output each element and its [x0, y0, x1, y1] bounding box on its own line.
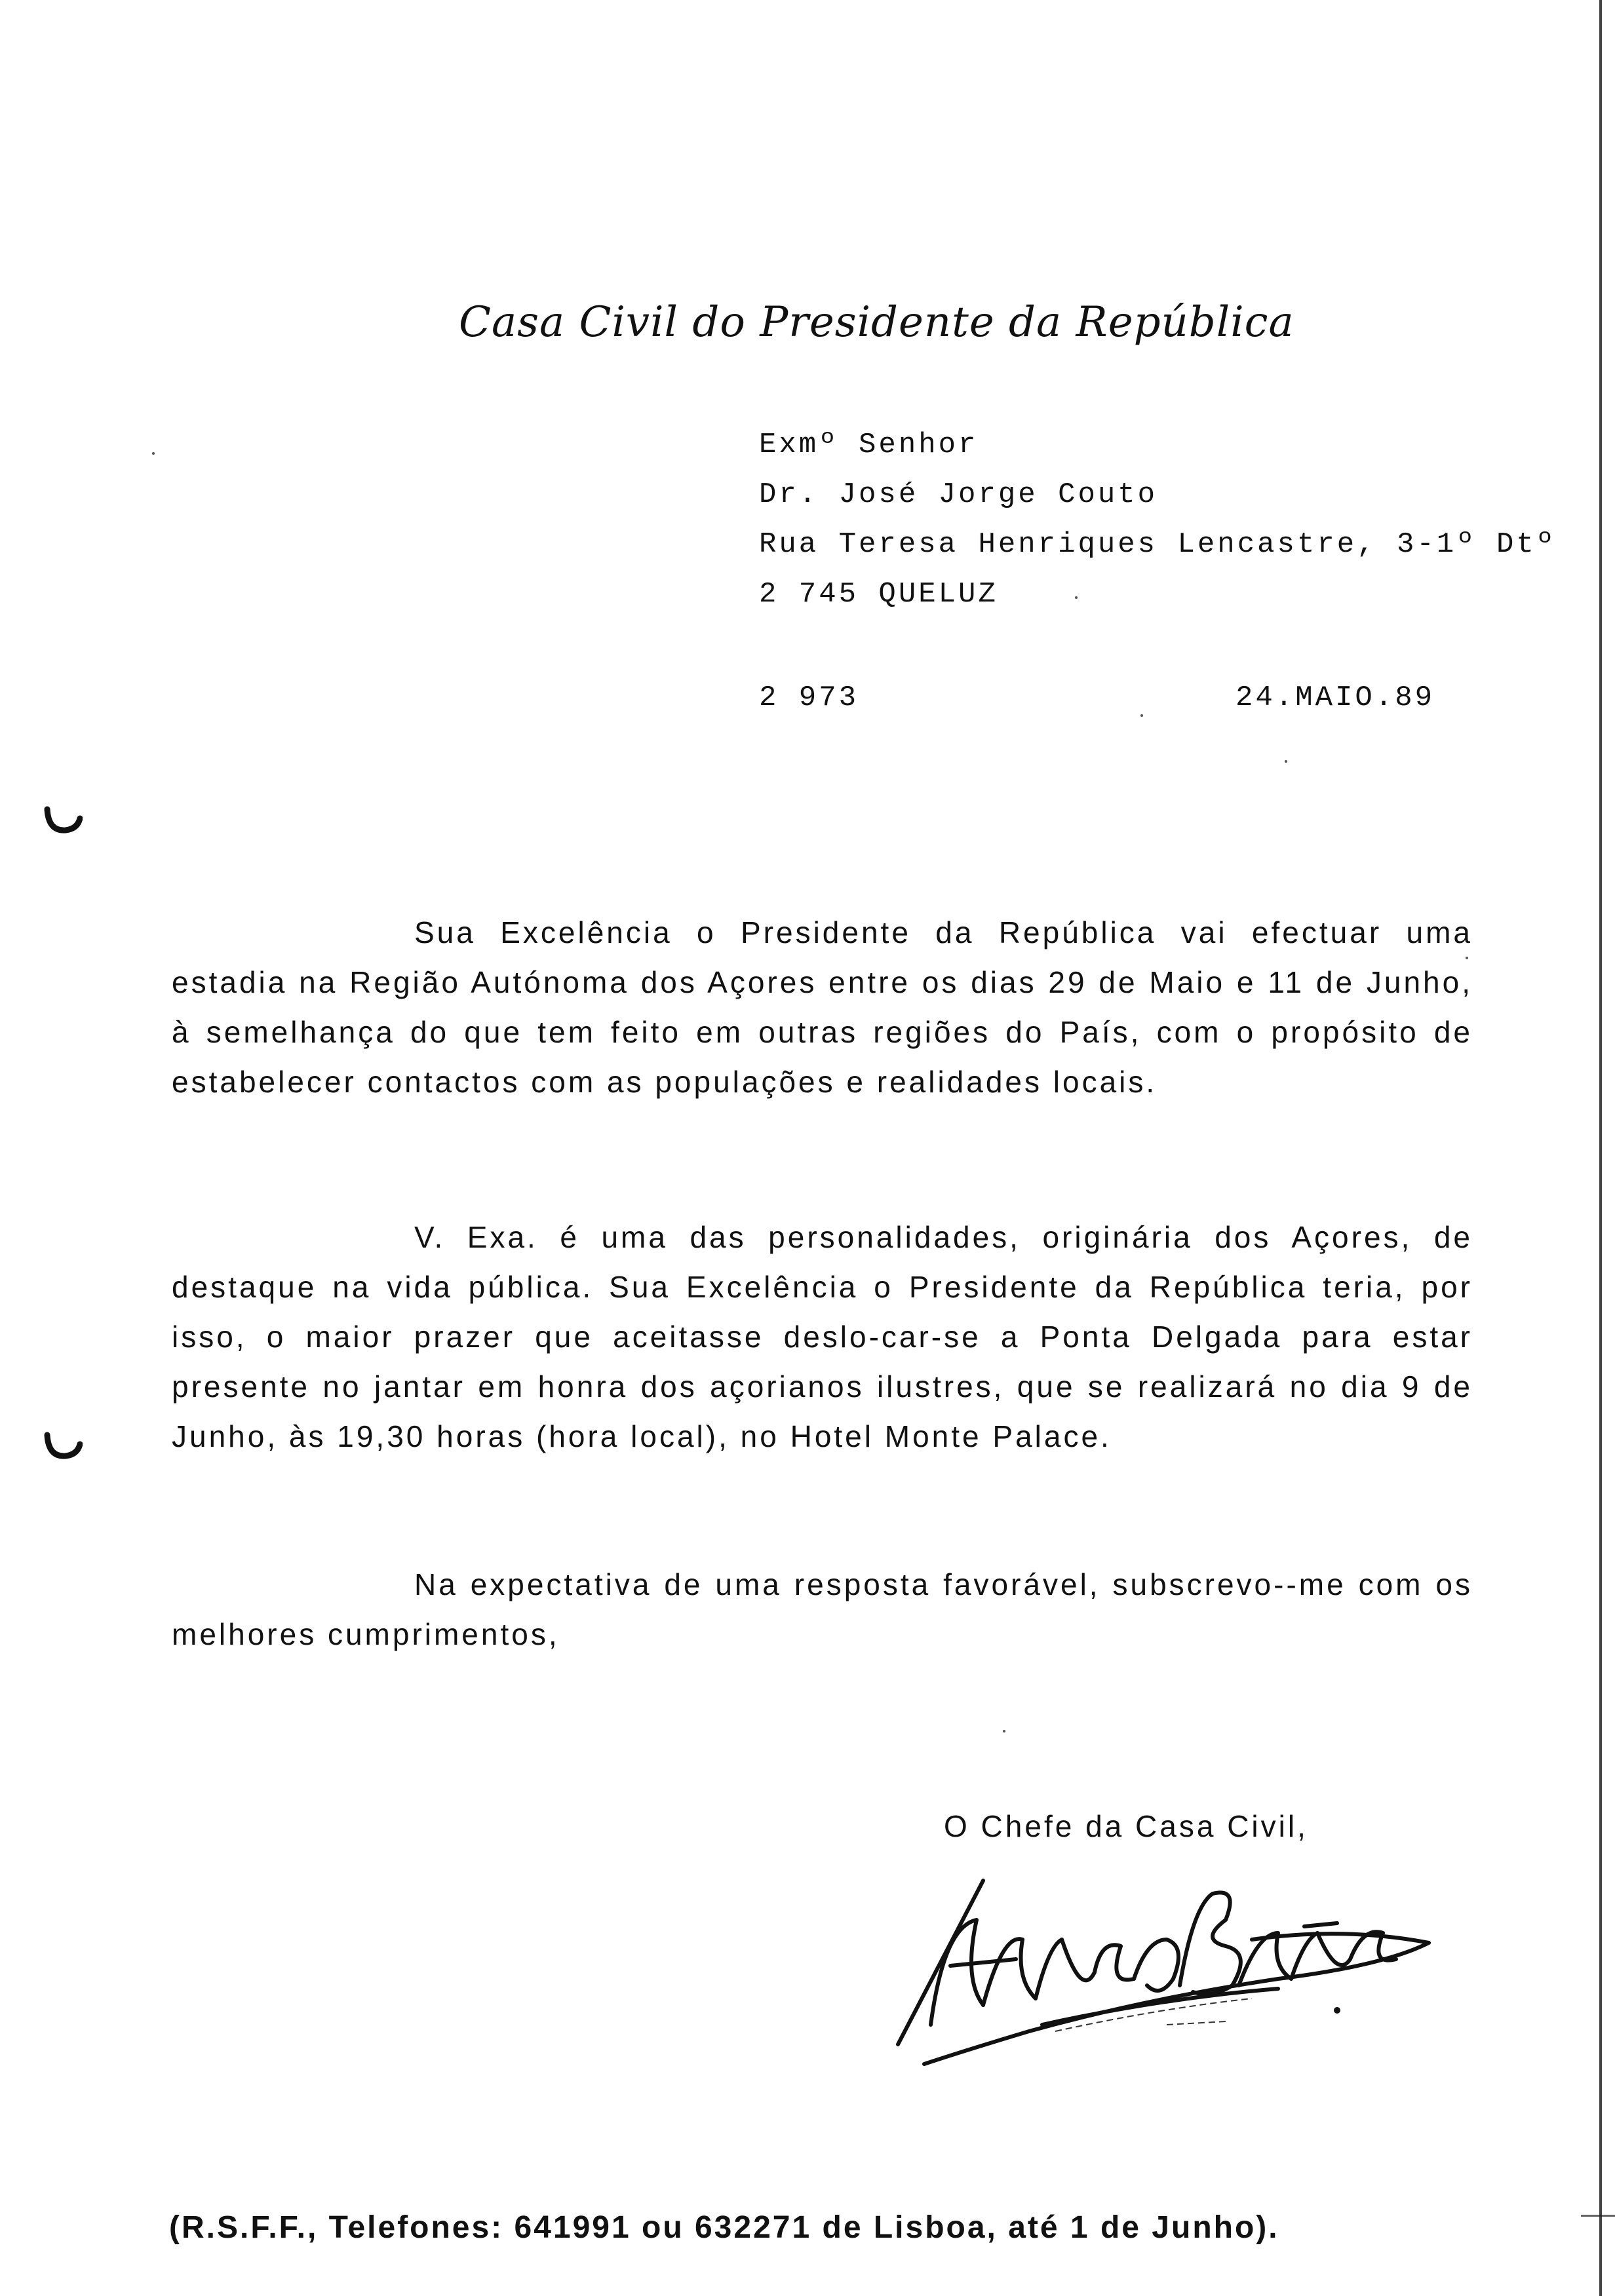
- closing-line: O Chefe da Casa Civil,: [944, 1809, 1308, 1843]
- punch-hole-icon: [43, 1428, 83, 1461]
- recipient-city: 2 745 QUELUZ: [759, 578, 998, 611]
- footer-note: (R.S.F.F., Telefones: 641991 ou 632271 de Lisboa, até 1 de Junho).: [169, 2210, 1279, 2245]
- scan-edge-line: [1599, 0, 1602, 2296]
- handwritten-signature: [885, 1867, 1449, 2077]
- letterhead: Casa Civil do Presidente da República: [459, 298, 1294, 347]
- scan-speck: [1285, 760, 1287, 763]
- scan-speck: [1075, 596, 1078, 599]
- letter-body: [172, 908, 1473, 1107]
- letter-date: 24.MAIO.89: [1236, 681, 1435, 714]
- punch-hole-icon: [43, 803, 83, 835]
- paragraph-2: V. Exa. é uma das personalidades, originária dos Açores, de destaque na vida pública. Sua Excelência o Presidente da República teria, por isso, o maior prazer que aceitasse deslo-car-se a Ponta Delgada para estar presente no jantar em honra dos açorianos ilustres, que se realizará no dia 9 de Junho, às 19,30 horas (hora local), no Hotel Monte Palace.: [172, 1220, 1473, 1453]
- scan-speck: [1140, 714, 1143, 717]
- scan-speck: [1003, 1730, 1005, 1732]
- letter-body: [172, 1559, 1473, 1659]
- letter-body: [172, 1212, 1473, 1461]
- scan-edge-mark: [1581, 2215, 1615, 2217]
- recipient-name: Dr. José Jorge Couto: [759, 478, 1158, 511]
- recipient-salutation: Exmº Senhor: [759, 429, 979, 461]
- paragraph-1: Sua Excelência o Presidente da República vai efectuar uma estadia na Região Autónoma dos Açores entre os dias 29 de Maio e 11 de Junho, à semelhança do que tem feito em outras regiões do País, com o propósito de estabelecer contactos com as populações e realidades locais.: [172, 915, 1473, 1099]
- recipient-street: Rua Teresa Henriques Lencastre, 3-1º Dtº: [759, 528, 1557, 561]
- scan-speck: [152, 452, 155, 455]
- paragraph-3: Na expectativa de uma resposta favorável, subscrevo--me com os melhores cumprimentos,: [172, 1567, 1473, 1651]
- reference-number: 2 973: [759, 681, 859, 714]
